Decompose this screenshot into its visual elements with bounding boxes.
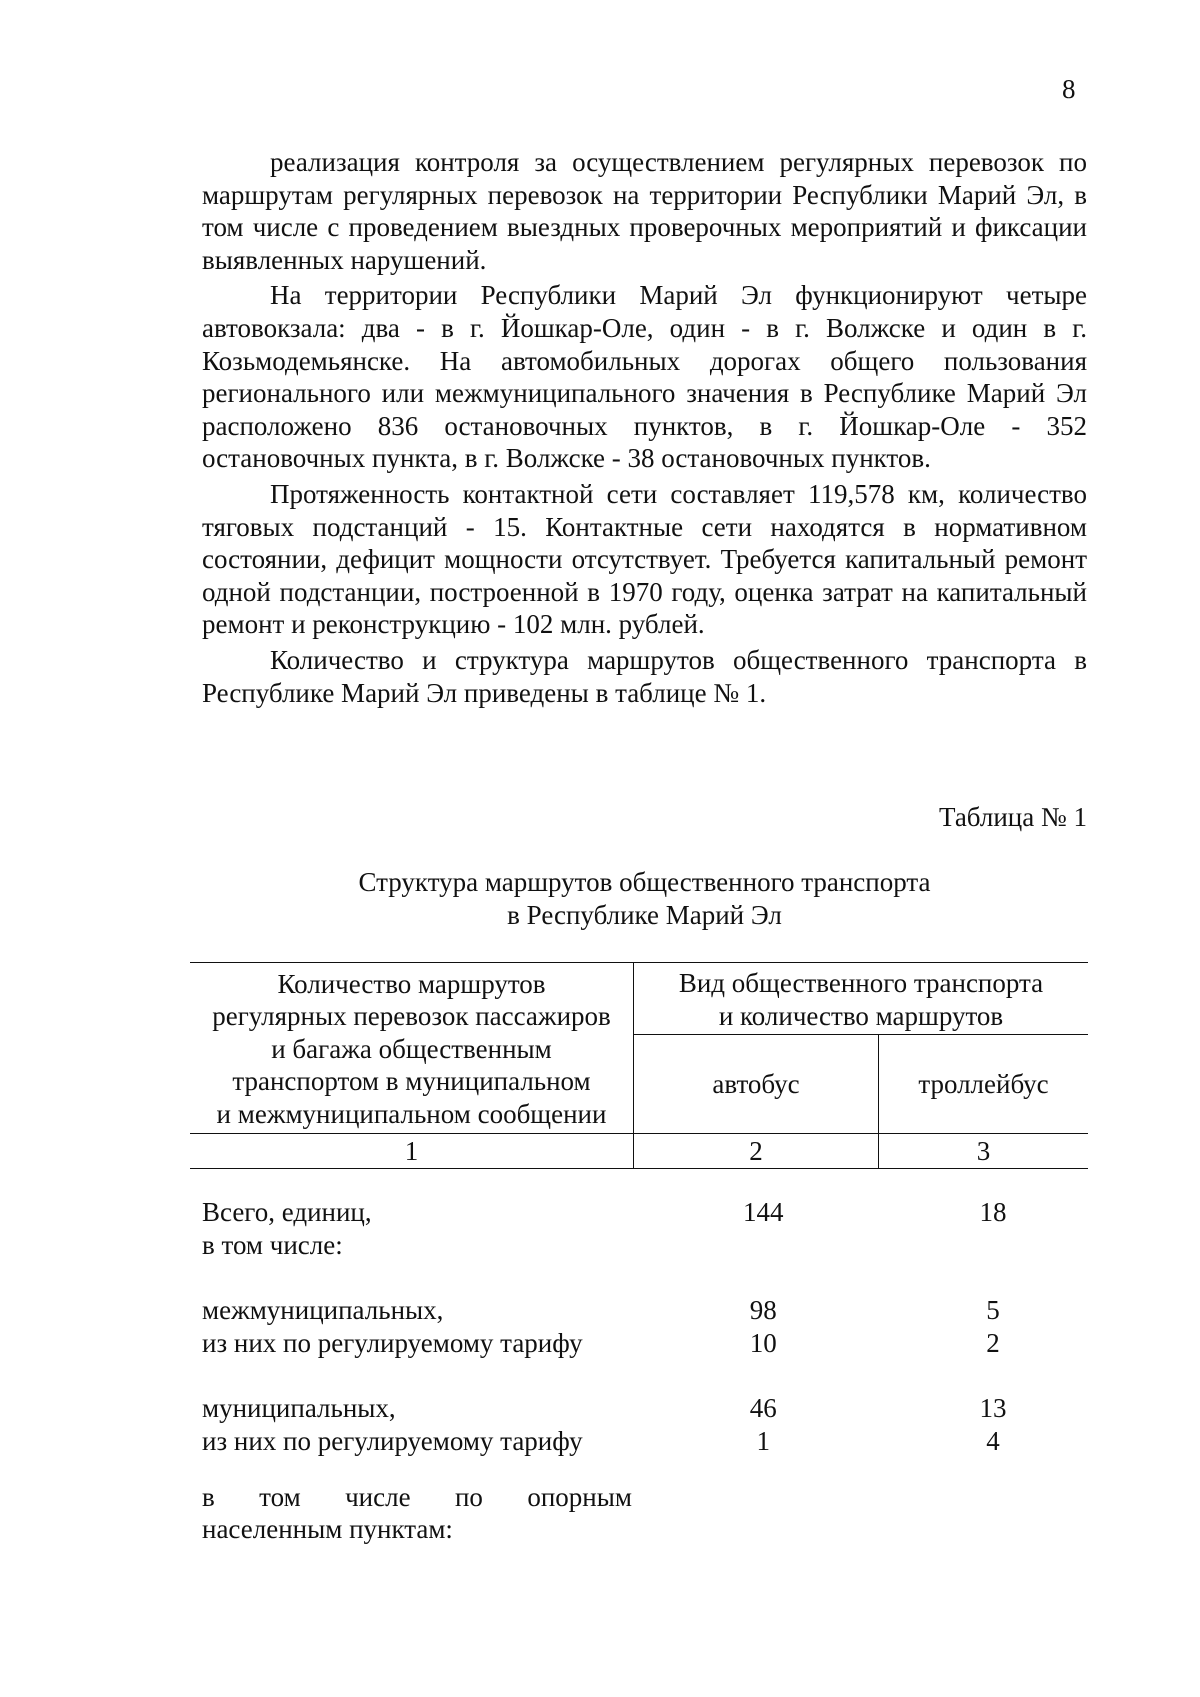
- header-line: Вид общественного транспорта: [678, 968, 1044, 998]
- table-body: [202, 1196, 1087, 1546]
- row-sublabel: населенным пунктам:: [202, 1514, 453, 1545]
- header-bus: автобус: [634, 1035, 879, 1134]
- bus-value: 98: [749, 1295, 777, 1326]
- header-line: Количество маршрутов: [277, 968, 546, 999]
- header-line: и межмуниципальном сообщении: [216, 1098, 607, 1129]
- table-row-reference-settlements: [202, 1481, 632, 1546]
- label-word: в: [202, 1481, 215, 1512]
- header-route-count: [190, 963, 634, 1134]
- column-number: 2: [634, 1134, 879, 1169]
- bus-value: 144: [743, 1197, 784, 1227]
- row-sublabel: из них по регулируемому тарифу: [202, 1425, 583, 1456]
- row-label: межмуниципальных,: [202, 1295, 444, 1326]
- paragraph: Количество и структура маршрутов общественного транспорта в Республике Марий Эл приведены в таблице № 1.: [202, 644, 1087, 708]
- label-word: числе: [345, 1481, 411, 1512]
- trolleybus-value: 13: [979, 1393, 1007, 1424]
- page-number: 8: [1062, 74, 1076, 104]
- bus-value: 10: [749, 1327, 777, 1358]
- header-transport-kind: [634, 963, 1089, 1035]
- trolleybus-value: 5: [986, 1295, 1000, 1326]
- routes-table-header: [190, 962, 1088, 1169]
- header-line: и количество маршрутов: [718, 1000, 1004, 1031]
- paragraph: реализация контроля за осуществлением регулярных перевозок по маршрутам регулярных перевозок на территории Республики Марий Эл, в том числе с проведением выездных проверочных мероприятий и фиксации выявленных нарушений.: [202, 147, 1087, 275]
- trolleybus-value: 18: [979, 1197, 1007, 1227]
- row-sublabel: из них по регулируемому тарифу: [202, 1327, 583, 1358]
- table-title-line: в Республике Марий Эл: [507, 900, 782, 930]
- label-word: том: [259, 1481, 301, 1512]
- header-line: регулярных перевозок пассажиров: [212, 1001, 611, 1032]
- row-label: [202, 1481, 632, 1514]
- table-row: [202, 1294, 1087, 1359]
- table-row: [202, 1392, 1087, 1457]
- table-title-line: Структура маршрутов общественного транспорта: [358, 867, 931, 897]
- header-line: транспортом в муниципальном: [232, 1066, 591, 1097]
- bus-value: 46: [749, 1393, 777, 1424]
- table-row: [202, 1196, 1087, 1261]
- trolleybus-value: 2: [986, 1327, 1000, 1358]
- body-text: [202, 146, 1087, 712]
- table-title: [202, 866, 1087, 932]
- label-word: по: [454, 1481, 483, 1512]
- bus-value: 1: [756, 1425, 770, 1456]
- row-label: Всего, единиц,: [202, 1197, 372, 1227]
- paragraph: Протяженность контактной сети составляет 119,578 км, количество тяговых подстанций - 15. Контактные сети находятся в нормативном состоянии, дефицит мощности отсутствует. Требуется капитальный ремонт одной подстанции, построенной в 1970 году, оценка затрат на капитальный ремонт и реконструкцию - 102 млн. рублей.: [202, 478, 1087, 640]
- paragraph: На территории Республики Марий Эл функционируют четыре автовокзала: два - в г. Йошкар-Оле, один - в г. Волжске и один в г. Козьмодемьянске. На автомобильных дорогах общего пользования регионального или межмуниципального значения в Республике Марий Эл расположено 836 остановочных пунктов, в г. Йошкар-Оле - 352 остановочных пункта, в г. Волжске - 38 остановочных пунктов.: [202, 280, 1087, 474]
- column-number: 1: [190, 1134, 634, 1169]
- label-word: опорным: [527, 1481, 632, 1512]
- row-label: муниципальных,: [202, 1393, 396, 1424]
- row-sublabel: в том числе:: [202, 1229, 343, 1260]
- trolleybus-value: 4: [986, 1425, 1000, 1456]
- header-line: и багажа общественным: [271, 1033, 552, 1064]
- column-number: 3: [879, 1134, 1089, 1169]
- table-label: Таблица № 1: [939, 802, 1087, 832]
- header-trolleybus: троллейбус: [879, 1035, 1089, 1134]
